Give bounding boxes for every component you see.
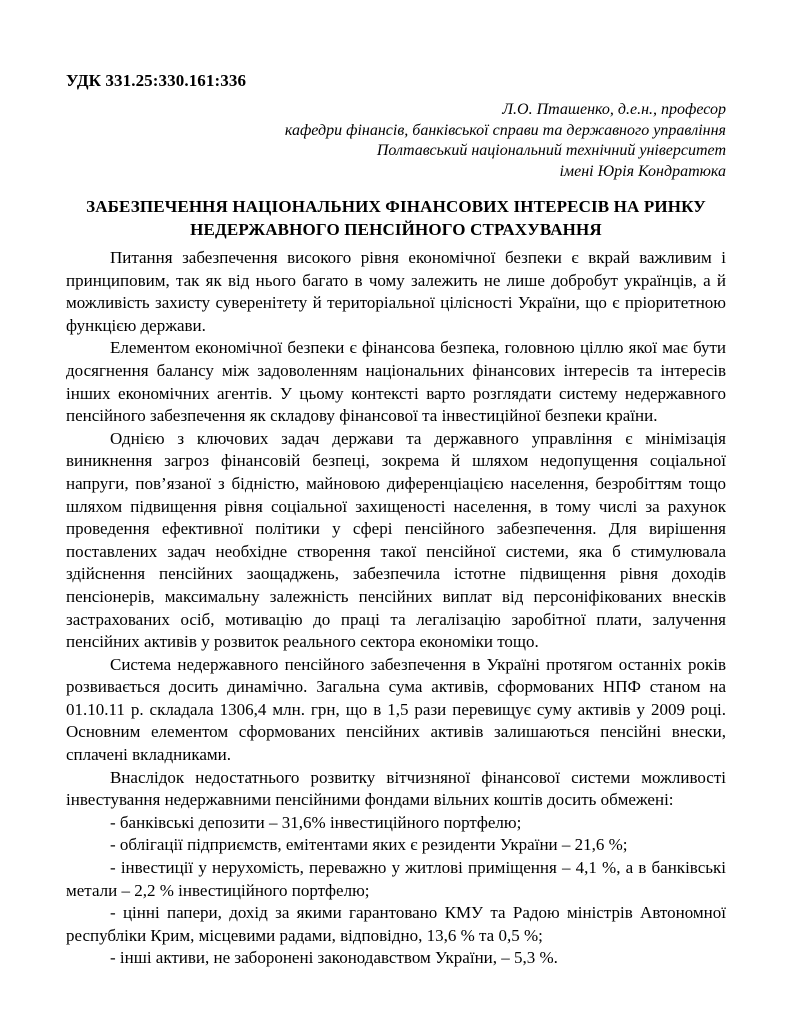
author-affiliation-block xyxy=(66,100,726,182)
page-title-line-1: ЗАБЕЗПЕЧЕННЯ НАЦІОНАЛЬНИХ ФІНАНСОВИХ ІНТЕРЕСІВ НА РИНКУ xyxy=(86,197,706,216)
list-item: - цінні папери, дохід за якими гарантовано КМУ та Радою міністрів Автономної республіки Крим, місцевими радами, відповідно, 13,6 % та 0,5 %; xyxy=(66,903,726,945)
list-item: - облігації підприємств, емітентами яких є резиденти України – 21,6 %; xyxy=(110,835,628,855)
investment-list xyxy=(66,812,726,970)
body-paragraph-2: Елементом економічної безпеки є фінансова безпека, головною ціллю якої має бути досягнення балансу між задоволенням національних фінансових інтересів та інтересів інших економічних агентів. У цьому контексті варто розглядати систему недержавного пенсійного забезпечення як складову фінансової та інвестиційної безпеки країни. xyxy=(66,338,726,426)
page-title xyxy=(66,196,726,241)
author-university: Полтавський національний технічний університет xyxy=(376,142,726,159)
author-name: Л.О. Пташенко, д.е.н., професор xyxy=(502,101,726,118)
body-paragraph-1: Питання забезпечення високого рівня економічної безпеки є вкрай важливим і принциповим, так як від нього багато в чому залежить не лише добробут українців, а й можливість захисту суверенітету й територіальної цілісності України, що є пріоритетною функцією держави. xyxy=(66,248,726,335)
page-title-line-2: НЕДЕРЖАВНОГО ПЕНСІЙНОГО СТРАХУВАННЯ xyxy=(190,219,602,239)
list-item: - інші активи, не заборонені законодавством України, – 5,3 %. xyxy=(110,948,558,968)
page-content xyxy=(66,70,726,970)
list-item: - банківські депозити – 31,6% інвестиційного портфелю; xyxy=(110,812,522,832)
body-paragraph-5: Внаслідок недостатнього розвитку вітчизняної фінансової системи можливості інвестування недержавними пенсійними фондами вільних коштів досить обмежені: xyxy=(66,767,726,810)
list-item: - інвестиції у нерухомість, переважно у житлові приміщення – 4,1 %, а в банківські метали – 2,2 % інвестиційного портфелю; xyxy=(66,858,726,900)
body-paragraph-3: Однією з ключових задач держави та державного управління є мінімізація виникнення загроз фінансовій безпеці, зокрема й шляхом недопущення соціальної напруги, пов’язаної з бідністю, майновою диференціацією населення, безробіттям тощо шляхом підвищення рівня соціальної захищеності населення, в тому числі за рахунок проведення ефективної політики у сфері пенсійного забезпечення. Для вирішення поставлених задач необхідне створення такої пенсійної системи, яка б стимулювала здійснення пенсійних заощаджень, забезпечила істотне підвищення рівня доходів пенсіонерів, максимальну залежність пенсійних виплат від персоніфікованих внесків застрахованих осіб, мотивацію до праці та легалізацію заробітної плати, залучення пенсійних активів у розвиток реального сектора економіки тощо. xyxy=(66,428,726,652)
author-university-name: імені Юрія Кондратюка xyxy=(559,162,726,180)
author-department: кафедри фінансів, банківської справи та державного управління xyxy=(284,121,726,139)
udk-code: УДК 331.25:330.161:336 xyxy=(66,71,247,90)
body-paragraph-4: Система недержавного пенсійного забезпечення в Україні протягом останніх років розвивається досить динамічно. Загальна сума активів, сформованих НПФ станом на 01.10.11 р. складала 1306,4 млн. грн, що в 1,5 рази перевищує суму активів у 2009 році. Основним елементом сформованих пенсійних активів залишаються пенсійні внески, сплачені вкладниками. xyxy=(66,654,726,765)
